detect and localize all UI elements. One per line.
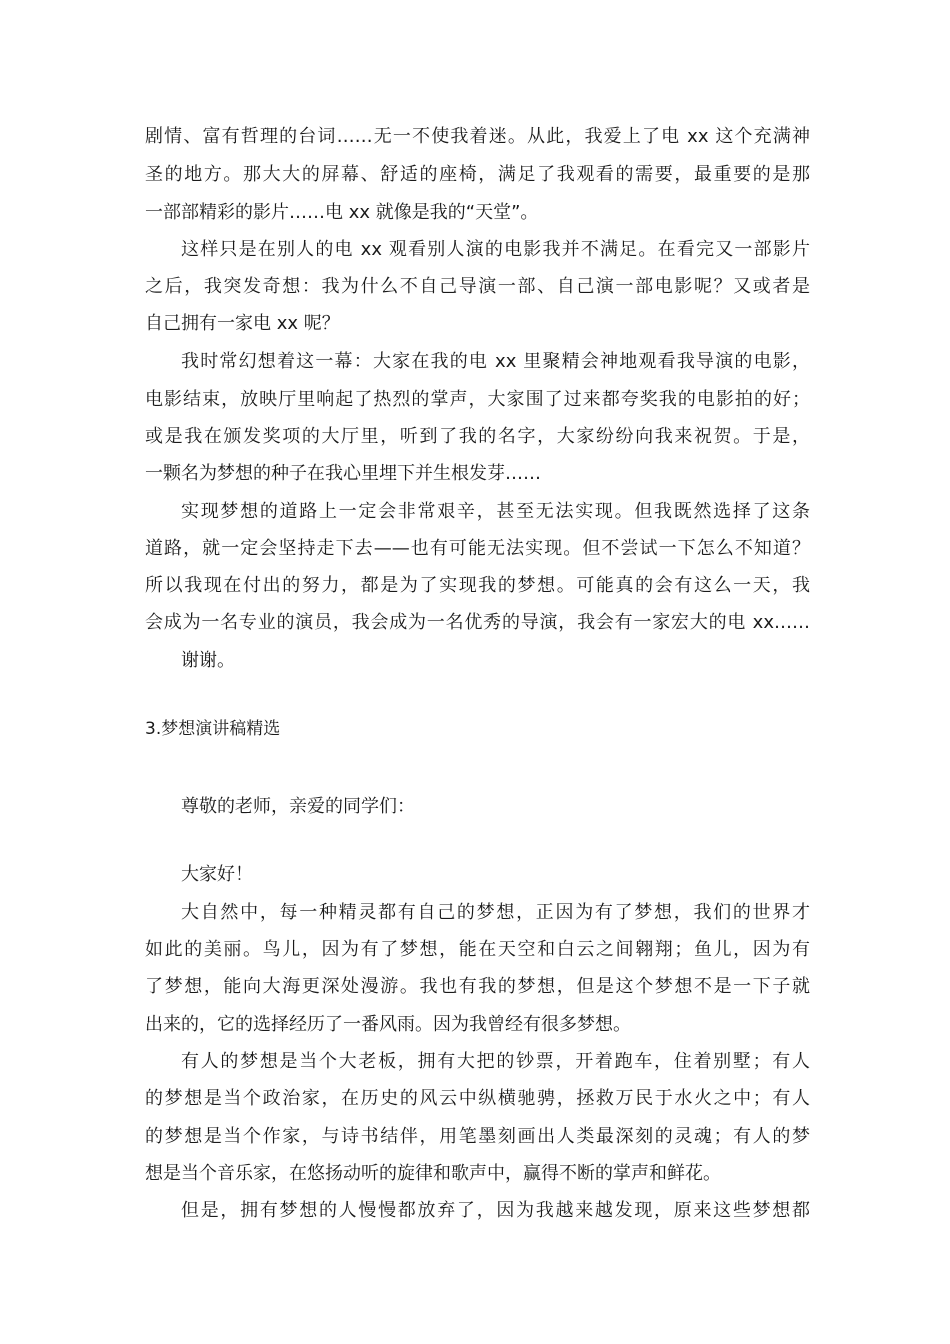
paragraph-line: 一部部精彩的影片……电 xx 就像是我的“天堂”。: [145, 202, 539, 223]
section-heading: 3.梦想演讲稿精选: [145, 719, 281, 739]
paragraph-line: 我时常幻想着这一幕：大家在我的电 xx 里聚精会神地观看我导演的电影，: [181, 351, 810, 372]
paragraph-line: 但是，拥有梦想的人慢慢都放弃了，因为我越来越发现，原来这些梦想都: [181, 1200, 810, 1221]
paragraph-line: 会成为一名专业的演员，我会成为一名优秀的导演，我会有一家宏大的电 xx……: [145, 612, 810, 633]
paragraph-line: 这样只是在别人的电 xx 观看别人演的电影我并不满足。在看完又一部影片: [181, 239, 810, 260]
paragraph-line: 有人的梦想是当个大老板，拥有大把的钞票，开着跑车，住着别墅；有人: [181, 1051, 810, 1072]
paragraph-line: 如此的美丽。鸟儿，因为有了梦想，能在天空和白云之间翱翔；鱼儿，因为有: [145, 939, 810, 960]
paragraph-line: 实现梦想的道路上一定会非常艰辛，甚至无法实现。但我既然选择了这条: [181, 501, 810, 522]
salutation: 尊敬的老师，亲爱的同学们：: [181, 796, 415, 817]
paragraph-line: 想是当个音乐家，在悠扬动听的旋律和歌声中，赢得不断的掌声和鲜花。: [145, 1163, 721, 1184]
greeting: 大家好！: [181, 864, 253, 885]
paragraph-line: 的梦想是当个作家，与诗书结伴，用笔墨刻画出人类最深刻的灵魂；有人的梦: [145, 1126, 810, 1147]
paragraph-line: 了梦想，能向大海更深处漫游。我也有我的梦想，但是这个梦想不是一下子就: [145, 976, 810, 997]
paragraph-line: 的梦想是当个政治家，在历史的风云中纵横驰骋，拯救万民于水火之中；有人: [145, 1088, 810, 1109]
paragraph-line: 大自然中，每一种精灵都有自己的梦想，正因为有了梦想，我们的世界才: [181, 902, 810, 923]
paragraph-line: 或是我在颁发奖项的大厅里，听到了我的名字，大家纷纷向我来祝贺。于是，: [145, 426, 810, 447]
paragraph-line: 道路，就一定会坚持走下去——也有可能无法实现。但不尝试一下怎么不知道？: [145, 538, 810, 559]
paragraph-line: 之后，我突发奇想：我为什么不自己导演一部、自己演一部电影呢？又或者是: [145, 276, 810, 297]
paragraph-line: 圣的地方。那大大的屏幕、舒适的座椅，满足了我观看的需要，最重要的是那: [145, 164, 810, 185]
paragraph-line: 电影结束，放映厅里响起了热烈的掌声，大家围了过来都夸奖我的电影拍的好；: [145, 389, 810, 410]
closing-line: 谢谢。: [181, 650, 235, 671]
paragraph-line: 出来的，它的选择经历了一番风雨。因为我曾经有很多梦想。: [145, 1014, 631, 1035]
paragraph-line: 一颗名为梦想的种子在我心里埋下并生根发芽……: [145, 463, 541, 484]
paragraph-line: 剧情、富有哲理的台词……无一不使我着迷。从此，我爱上了电 xx 这个充满神: [145, 126, 810, 147]
paragraph-line: 自己拥有一家电 xx 呢？: [145, 313, 340, 334]
paragraph-line: 所以我现在付出的努力，都是为了实现我的梦想。可能真的会有这么一天，我: [145, 575, 810, 596]
